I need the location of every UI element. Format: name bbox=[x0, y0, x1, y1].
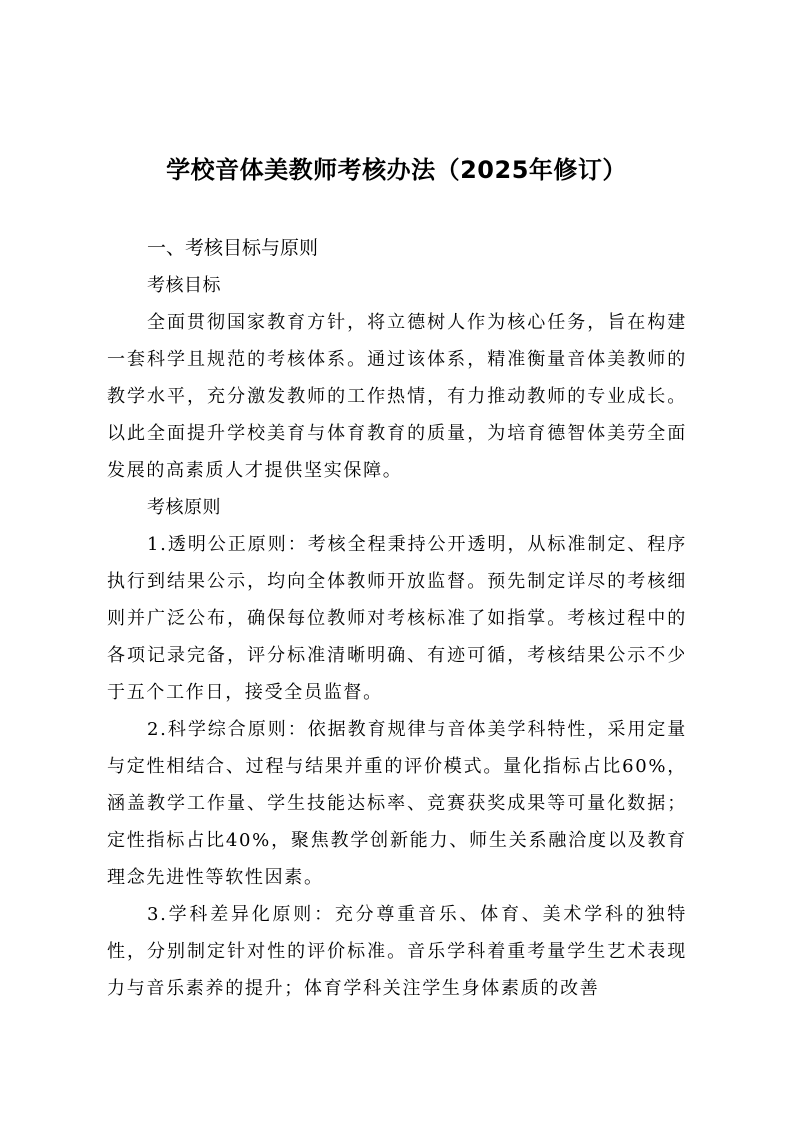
document-title: 学校音体美教师考核办法（2025年修订） bbox=[166, 156, 627, 184]
section-heading: 一、考核目标与原则 bbox=[147, 237, 319, 259]
document-body bbox=[107, 230, 687, 1007]
paragraph-principle-3: 3.学科差异化原则：充分尊重音乐、体育、美术学科的独特性，分别制定针对性的评价标准。音乐学科着重考量学生艺术表现力与音乐素养的提升；体育学科关注学生身体素质的改善 bbox=[107, 904, 687, 999]
subheading-principles: 考核原则 bbox=[147, 497, 221, 518]
paragraph-principle-1: 1.透明公正原则：考核全程秉持公开透明，从标准制定、程序执行到结果公示，均向全体教师开放监督。预先制定详尽的考核细则并广泛公布，确保每位教师对考核标准了如指掌。考核过程中的各项记录完备，评分标准清晰明确、有迹可循，考核结果公示不少于五个工作日，接受全员监督。 bbox=[107, 534, 687, 703]
paragraph-goal: 全面贯彻国家教育方针，将立德树人作为核心任务，旨在构建一套科学且规范的考核体系。通过该体系，精准衡量音体美教师的教学水平，充分激发教师的工作热情，有力推动教师的专业成长。以此全面提升学校美育与体育教育的质量，为培育德智体美劳全面发展的高素质人才提供坚实保障。 bbox=[107, 312, 687, 481]
paragraph-principle-2: 2.科学综合原则：依据教育规律与音体美学科特性，采用定量与定性相结合、过程与结果并重的评价模式。量化指标占比60%，涵盖教学工作量、学生技能达标率、竞赛获奖成果等可量化数据；定性指标占比40%，聚焦教学创新能力、师生关系融洽度以及教育理念先进性等软性因素。 bbox=[107, 719, 687, 888]
subheading-goal: 考核目标 bbox=[147, 275, 221, 296]
